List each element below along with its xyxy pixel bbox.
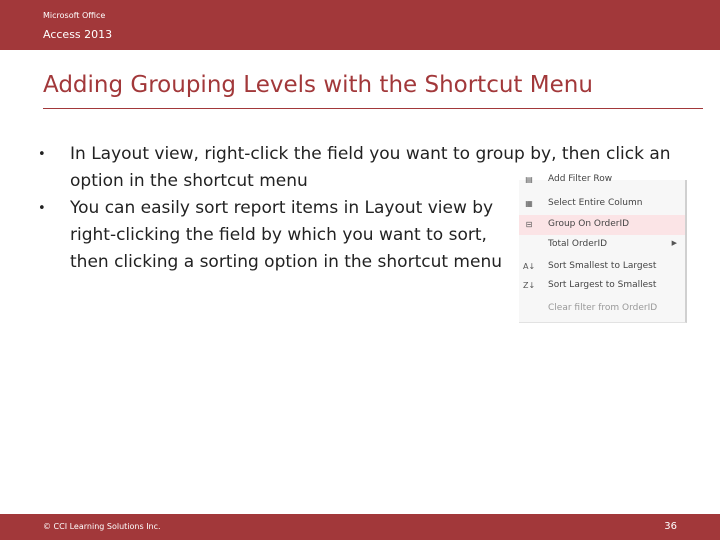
menu-item-group-on-orderid[interactable]: ⊟ Group On OrderID [519,215,685,235]
bullet-text: In Layout view, right-click the field you want to group by, then click an option in the shortcut menu [70,144,671,191]
bullet-item [38,195,520,276]
product-label: Access 2013 [43,28,113,41]
header-bar [0,0,720,50]
submenu-arrow-icon: ▶ [671,239,677,247]
title-divider [43,108,703,109]
sort-descending-icon: Z↓ [523,281,536,290]
bullet-dot-icon: • [38,201,46,216]
add-row-icon: ▤ [525,175,533,184]
menu-item-sort-ascending[interactable]: A↓ Sort Smallest to Largest [523,261,657,271]
menu-item-clear-filter[interactable]: Clear filter from OrderID [548,303,658,313]
menu-item-select-entire-column[interactable]: ▦ Select Entire Column [519,194,685,214]
page-number: 36 [664,521,677,532]
menu-item-sort-descending[interactable]: Z↓ Sort Largest to Smallest [523,280,657,290]
slide-title: Adding Grouping Levels with the Shortcut Menu [43,72,593,98]
sort-ascending-icon: A↓ [523,262,536,271]
select-column-icon: ▦ [525,199,533,208]
menu-item-add-filter-row[interactable]: ▤ Add Filter Row [519,170,685,190]
bullet-text: You can easily sort report items in Layout view by right-clicking the field by which you want to sort, then clicking a sorting option in the shortcut menu [70,198,502,272]
brand-label: Microsoft Office [43,11,106,20]
footer-bar [0,514,720,540]
bullet-dot-icon: • [38,147,46,162]
copyright-text: © CCI Learning Solutions Inc. [43,522,161,531]
shortcut-menu [519,174,687,323]
menu-item-total-orderid[interactable]: Total OrderID ▶ [548,239,677,249]
group-icon: ⊟ [525,220,533,229]
